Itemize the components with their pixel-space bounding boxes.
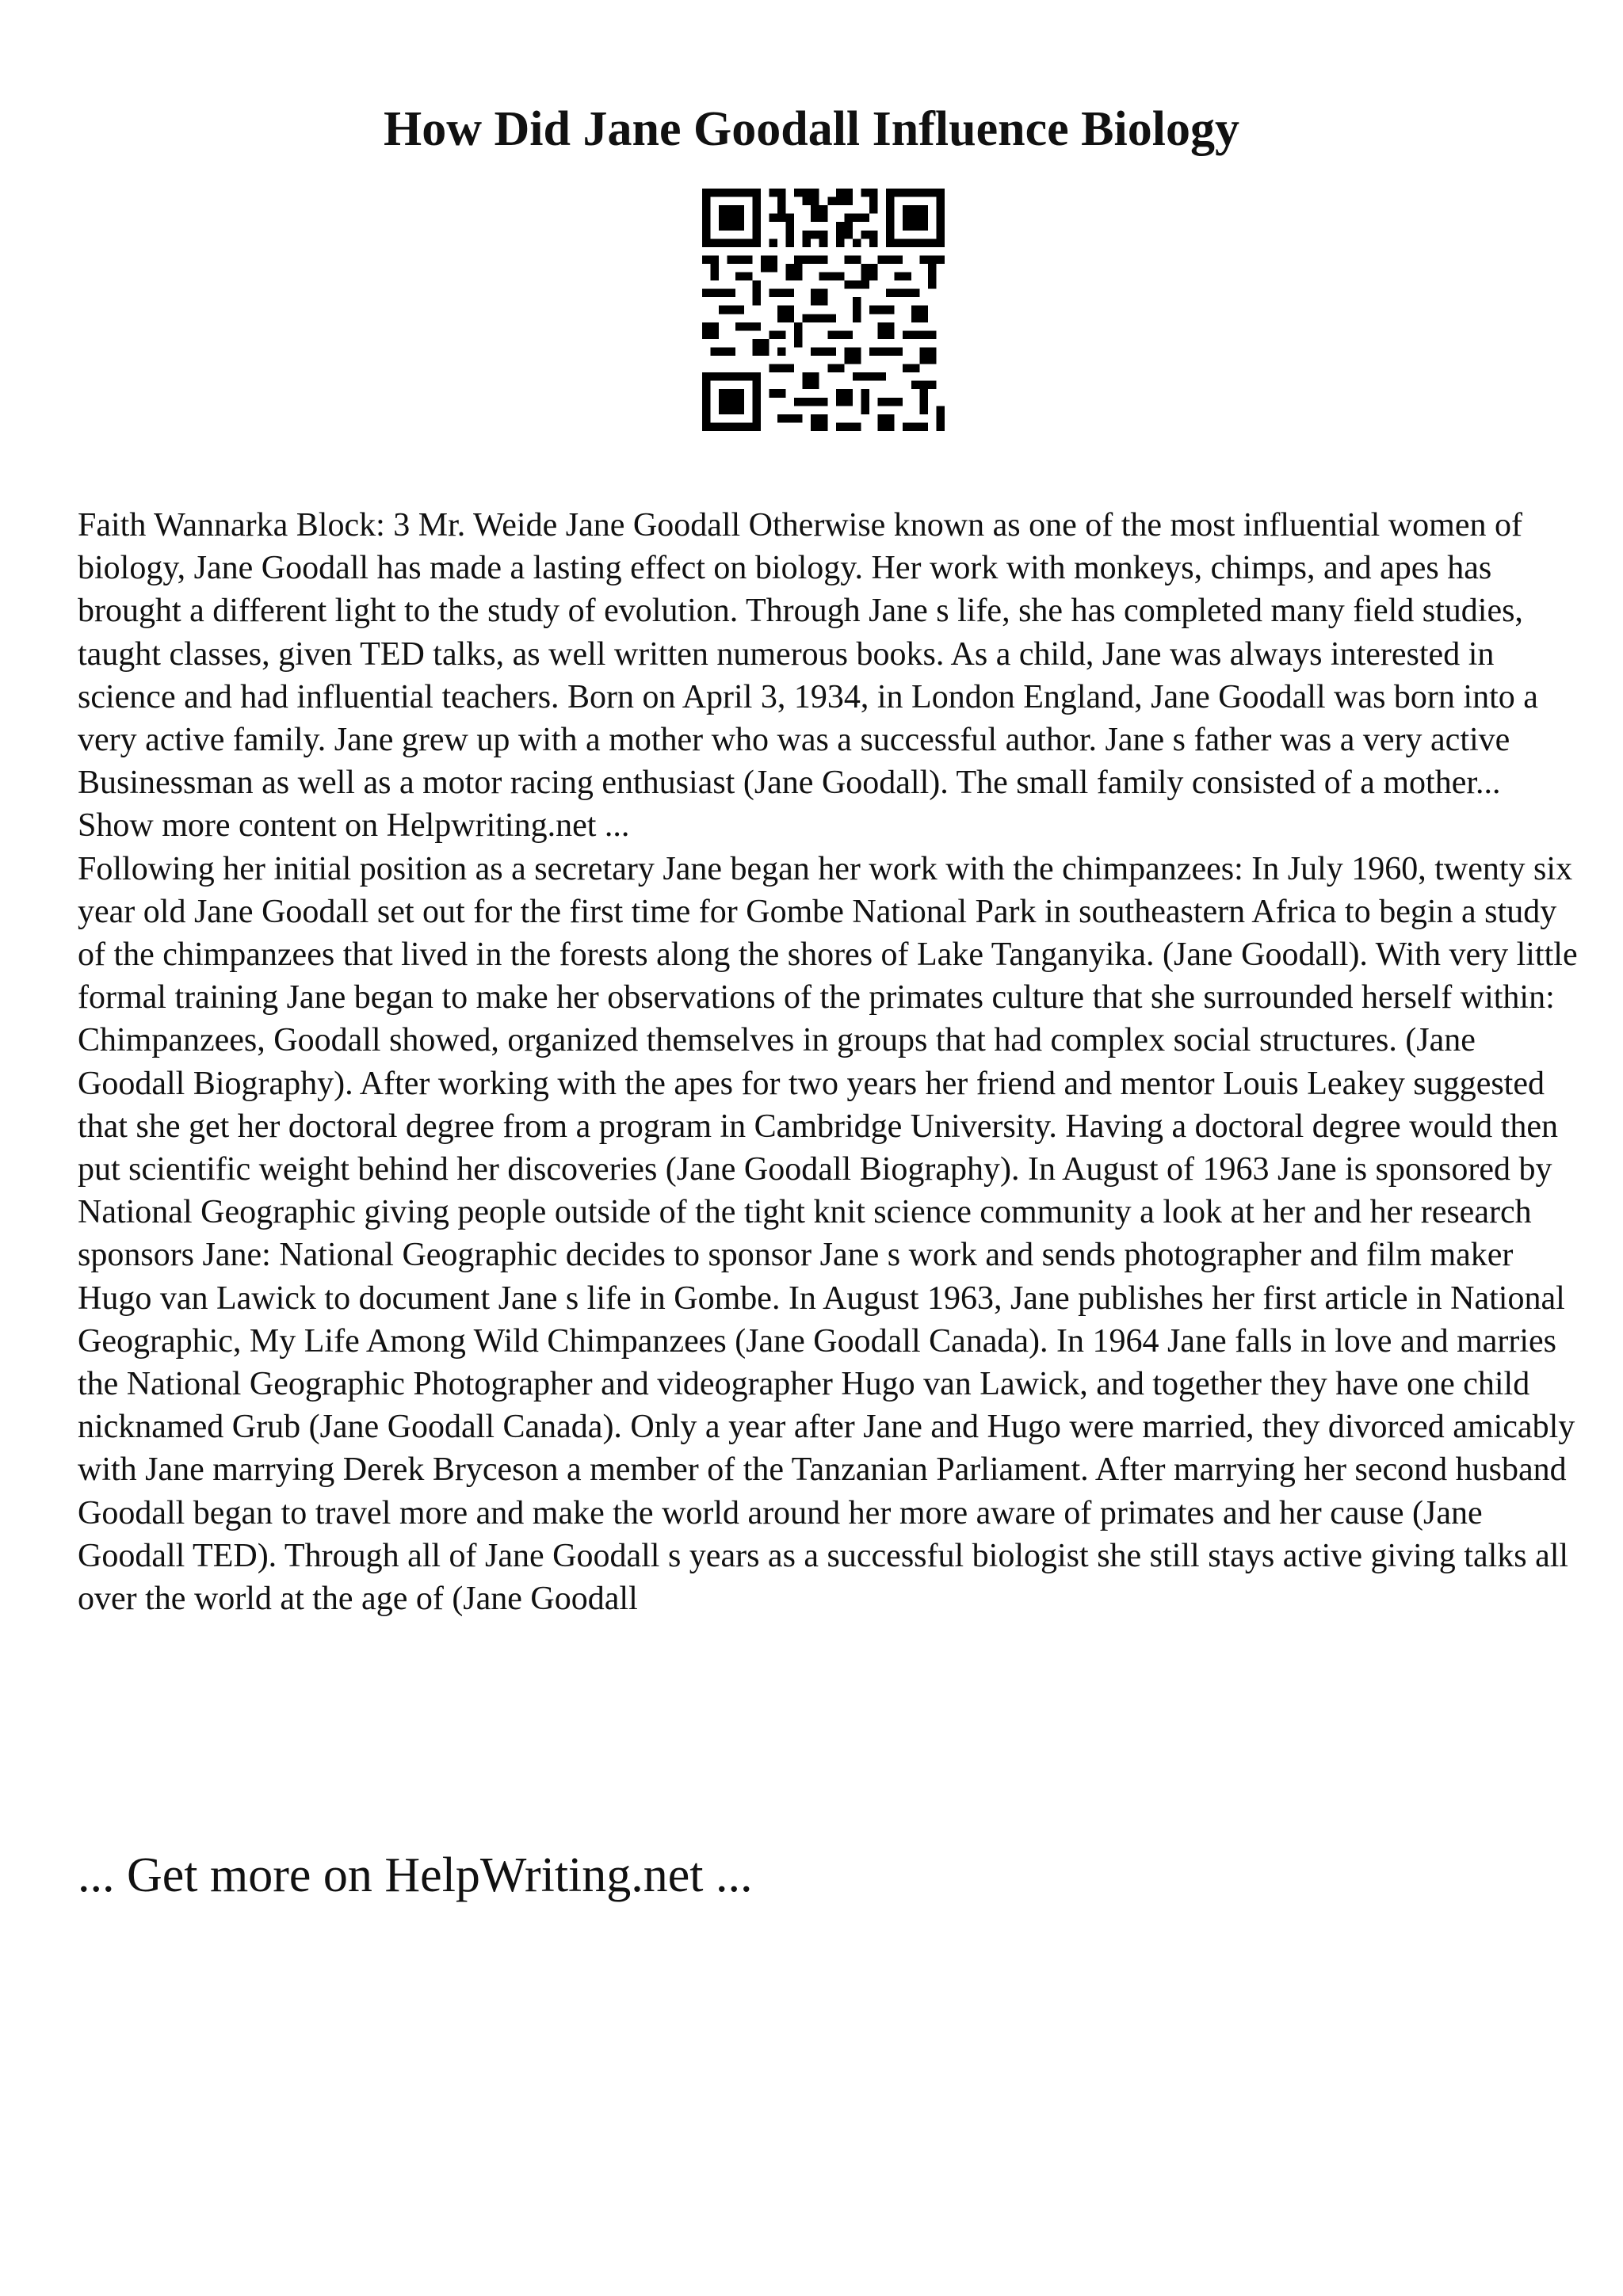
paragraph-intro: Faith Wannarka Block: 3 Mr. Weide Jane Goodall Otherwise known as one of the most influential women of biology, Jane Goodall has made a lasting effect on biology. Her work with monkeys, chimps, and apes has brought a different light to the study of evolution. Through Jane s life, she has completed many field studies, taught classes, given TED talks, as well written numerous books. As a child, Jane was always interested in science and had influential teachers. Born on April 3, 1934, in London England, Jane Goodall was born into a very active family. Jane grew up with a mother who was a successful author. Jane s father was a very active Businessman as well as a motor racing enthusiast (Jane Goodall). The small family consisted of a mother... Show more content on Helpwriting.net ... (78, 507, 1538, 845)
get-more-link[interactable]: ... Get more on HelpWriting.net ... (78, 1848, 753, 1902)
page-title: How Did Jane Goodall Influence Biology (384, 102, 1239, 156)
article-body (78, 504, 1583, 1620)
qr-code-icon (702, 189, 945, 431)
paragraph-career: Following her initial position as a secretary Jane began her work with the chimpanzees: In July 1960, twenty six year old Jane Goodall set out for the first time for Gombe National Park in southeastern Africa to begin a study of the chimpanzees that lived in the forests along the shores of Lake Tanganyika. (Jane Goodall). With very little formal training Jane began to make her observations of the primates culture that she surrounded herself within: Chimpanzees, Goodall showed, organized themselves in groups that had complex social structures. (Jane Goodall Biography). After working with the apes for two years her friend and mentor Louis Leakey suggested that she get her doctoral degree from a program in Cambridge University. Having a doctoral degree would then put scientific weight behind her discoveries (Jane Goodall Biography). In August of 1963 Jane is sponsored by National Geographic giving people outside of the tight knit science community a look at her and her research sponsors Jane: National Geographic decides to sponsor Jane s work and sends photographer and film maker Hugo van Lawick to document Jane s life in Gombe. In August 1963, Jane publishes her first article in National Geographic, My Life Among Wild Chimpanzees (Jane Goodall Canada). In 1964 Jane falls in love and marries the National Geographic Photographer and videographer Hugo van Lawick, and together they have one child nicknamed Grub (Jane Goodall Canada). Only a year after Jane and Hugo were married, they divorced amicably with Jane marrying Derek Bryceson a member of the Tanzanian Parliament. After marrying her second husband Goodall began to travel more and make the world around her more aware of primates and her cause (Jane Goodall TED). Through all of Jane Goodall s years as a successful biologist she still stays active giving talks all over the world at the age of (Jane Goodall (78, 850, 1578, 1618)
